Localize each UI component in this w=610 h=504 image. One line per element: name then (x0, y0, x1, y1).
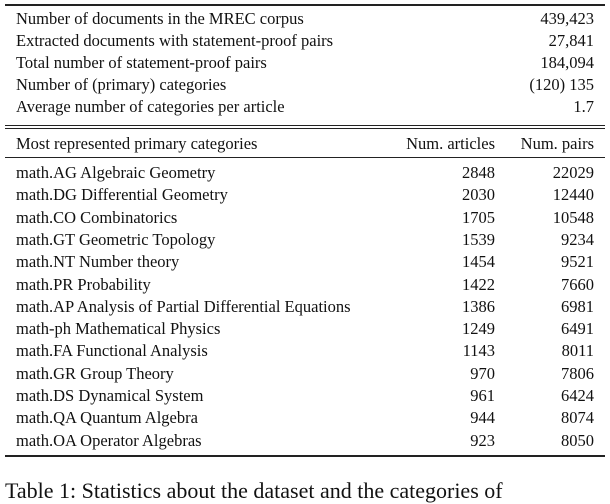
category-row (16, 363, 594, 385)
category-row (16, 251, 594, 273)
category-label: math.GR Group Theory (16, 363, 174, 383)
category-articles: 1705 (462, 207, 495, 227)
summary-value: 27,841 (548, 31, 594, 50)
category-label: math.DG Differential Geometry (16, 185, 228, 205)
category-label: math.OA Operator Algebras (16, 430, 202, 450)
category-pairs: 9521 (561, 252, 594, 272)
category-pairs: 10548 (552, 207, 594, 227)
summary-row (16, 96, 594, 118)
category-label: math.GT Geometric Topology (16, 229, 216, 249)
category-row (16, 162, 594, 184)
category-pairs: 6981 (561, 296, 594, 316)
header-rule (5, 157, 605, 158)
category-row (16, 407, 594, 429)
category-articles: 923 (470, 430, 495, 450)
summary-label: Number of documents in the MREC corpus (16, 9, 304, 28)
category-pairs: 12440 (552, 185, 594, 205)
category-articles: 1422 (462, 274, 495, 294)
summary-row (16, 74, 594, 96)
category-row (16, 207, 594, 229)
category-pairs: 8011 (561, 341, 594, 361)
category-pairs: 7660 (561, 274, 594, 294)
summary-value: 1.7 (573, 97, 594, 116)
top-rule (5, 4, 605, 6)
category-pairs: 22029 (552, 163, 594, 182)
category-label: math.NT Number theory (16, 252, 180, 272)
category-pairs: 6491 (561, 319, 594, 339)
category-label: math.CO Combinatorics (16, 207, 178, 227)
summary-label: Extracted documents with statement-proof pairs (16, 31, 334, 50)
header-pairs: Num. pairs (520, 134, 594, 153)
category-articles: 1386 (462, 296, 495, 316)
summary-label: Total number of statement-proof pairs (16, 53, 267, 72)
category-pairs: 9234 (561, 229, 594, 249)
category-label: math.AG Algebraic Geometry (16, 163, 216, 182)
category-pairs: 8074 (561, 408, 594, 428)
category-row (16, 430, 594, 452)
category-label: math.QA Quantum Algebra (16, 408, 198, 428)
category-articles: 1249 (462, 319, 495, 339)
category-row (16, 318, 594, 340)
category-pairs: 6424 (561, 386, 594, 405)
category-row (16, 274, 594, 296)
summary-label: Number of (primary) categories (16, 75, 227, 94)
header-category: Most represented primary categories (16, 134, 258, 153)
category-label: math-ph Mathematical Physics (16, 319, 221, 339)
category-label: math.AP Analysis of Partial Differential Equations (16, 296, 351, 316)
summary-row (16, 30, 594, 52)
header-articles: Num. articles (406, 134, 495, 153)
category-label: math.FA Functional Analysis (16, 341, 208, 361)
category-pairs: 8050 (561, 430, 594, 450)
category-articles: 961 (470, 386, 495, 405)
summary-row (16, 52, 594, 74)
summary-value: 439,423 (540, 9, 594, 28)
category-articles: 1454 (462, 252, 495, 272)
category-row (16, 229, 594, 251)
category-label: math.DS Dynamical System (16, 386, 204, 405)
category-row (16, 296, 594, 318)
double-rule-top (5, 125, 605, 126)
summary-value: 184,094 (540, 53, 594, 72)
table-caption: Table 1: Statistics about the dataset and the categories of (5, 478, 503, 503)
category-articles: 970 (470, 363, 495, 383)
category-pairs: 7806 (561, 363, 594, 383)
category-articles: 1539 (462, 229, 495, 249)
category-row (16, 340, 594, 362)
category-articles: 944 (470, 408, 495, 428)
category-articles: 2030 (462, 185, 495, 205)
summary-label: Average number of categories per article (16, 97, 285, 116)
double-rule-bottom (5, 128, 605, 129)
category-articles: 1143 (462, 341, 495, 361)
summary-value: (120) 135 (529, 75, 594, 94)
category-articles: 2848 (462, 163, 495, 182)
category-row (16, 385, 594, 407)
categories-header-row (16, 133, 594, 155)
summary-row (16, 8, 594, 30)
category-label: math.PR Probability (16, 274, 151, 294)
category-row (16, 184, 594, 206)
bottom-rule (5, 455, 605, 457)
